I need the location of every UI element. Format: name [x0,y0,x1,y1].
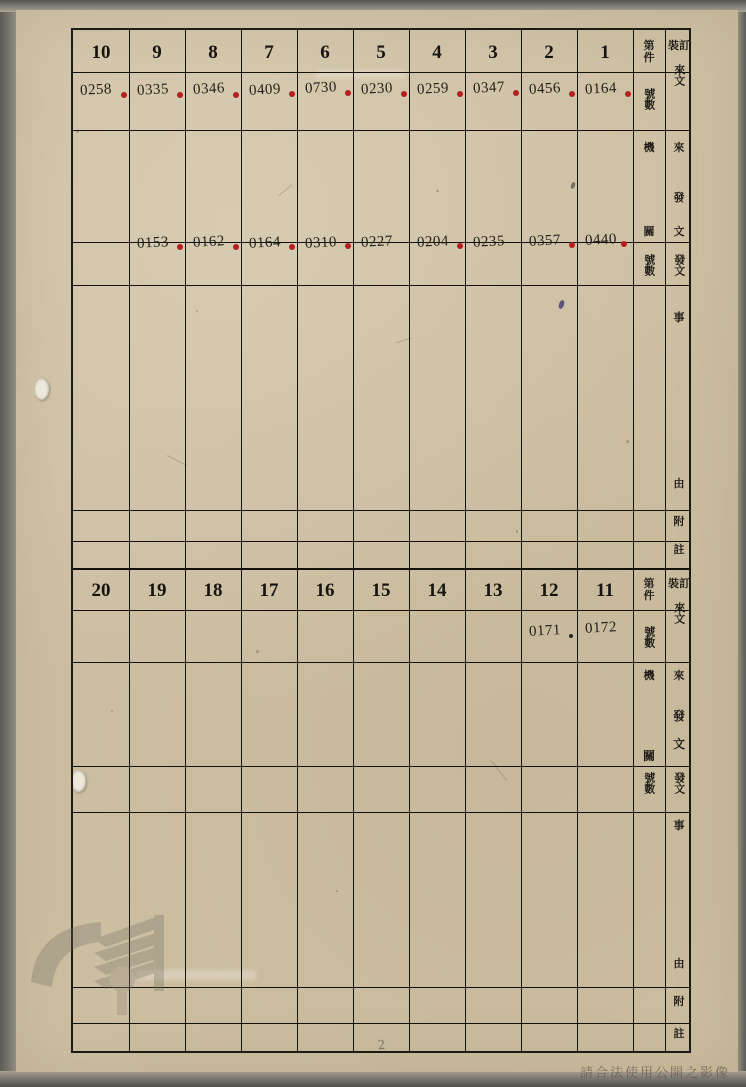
side-label-guan: 關 [643,225,655,238]
incoming-number-value: 0346 [192,80,226,98]
side-label-haoshu-incoming: 號數 [642,88,656,110]
side-label-shi: 事 [673,311,685,324]
outgoing-number-value: 0164 [248,234,282,252]
column-number: 7 [264,42,274,63]
incoming-number-value: 0230 [360,80,394,98]
column-number: 3 [488,42,498,63]
copyright-notice: 請合法使用公開之影像 [579,1066,730,1081]
side-label-laiwen: 來文 [672,602,686,624]
column-number: 13 [483,580,503,601]
register-table [71,28,691,1053]
column-number: 1 [600,42,610,63]
side-label-ji: 機 [643,669,655,682]
outgoing-number-value: 0440 [584,231,618,249]
column-number: 19 [147,580,167,601]
incoming-number-value: 0347 [472,79,506,97]
incoming-number-value: 0335 [136,81,170,99]
column-number: 11 [596,580,614,601]
column-number: 8 [208,42,218,63]
side-label-lai: 來 [673,141,685,154]
column-number: 17 [259,580,279,601]
side-label-you: 由 [673,477,685,490]
side-label-lai: 來 [673,669,685,682]
column-number: 14 [427,580,447,601]
page-number: 2 [377,1037,386,1054]
side-label-fa: 發 [672,709,685,723]
side-label-zhu: 註 [673,543,685,556]
side-label-shi: 事 [673,819,685,832]
column-number: 4 [432,42,442,63]
side-label-dijian: 第 件 [643,39,655,64]
side-label-wen: 文 [673,225,685,238]
side-label-haoshu-incoming: 號數 [642,626,656,648]
outgoing-number-value: 0357 [528,232,562,250]
side-label-fawen: 發文 [672,772,686,794]
paper-sheet [16,10,738,1072]
side-label-guan: 關 [642,749,655,763]
incoming-number-value: 0259 [416,80,450,98]
column-number: 6 [320,42,330,63]
outgoing-number-value: 0235 [472,233,506,251]
side-label-haoshu-outgoing: 號數 [642,254,656,276]
incoming-number-value: 0171 [528,622,562,640]
side-label-haoshu-outgoing: 號數 [642,772,656,794]
column-number: 2 [544,42,554,63]
side-label-laiwen: 來文 [672,64,686,86]
side-label-you: 由 [673,957,685,970]
side-label-zhu: 註 [673,1027,685,1040]
incoming-number-value: 0258 [79,81,113,99]
outgoing-number-value: 0204 [416,233,450,251]
side-label-fawen: 發文 [672,254,686,276]
outgoing-number-value: 0162 [192,233,226,251]
side-label-dijian: 第 件 [643,577,655,602]
side-label-wen: 文 [672,737,685,751]
column-number: 10 [91,42,111,63]
punch-hole [34,378,49,400]
column-number: 20 [91,580,111,601]
incoming-number-value: 0164 [584,80,618,98]
side-label-fu: 附 [673,995,685,1008]
incoming-number-value: 0409 [248,81,282,99]
side-label-zhuangding: 裝訂 [668,577,690,590]
outgoing-number-value: 0310 [304,234,338,252]
side-label-fu: 附 [673,515,685,528]
column-number: 12 [539,580,559,601]
column-number: 5 [376,42,386,63]
side-label-ji: 機 [643,141,655,154]
column-number: 9 [152,42,162,63]
incoming-number-value: 0456 [528,80,562,98]
incoming-number-value: 0172 [584,619,618,637]
side-label-zhuangding: 裝訂 [668,39,690,52]
column-number: 18 [203,580,223,601]
column-number: 16 [315,580,335,601]
column-number: 15 [371,580,391,601]
incoming-number-value: 0730 [304,79,338,97]
outgoing-number-value: 0153 [136,234,170,252]
outgoing-number-value: 0227 [360,233,394,251]
side-label-fa: 發 [673,191,685,204]
